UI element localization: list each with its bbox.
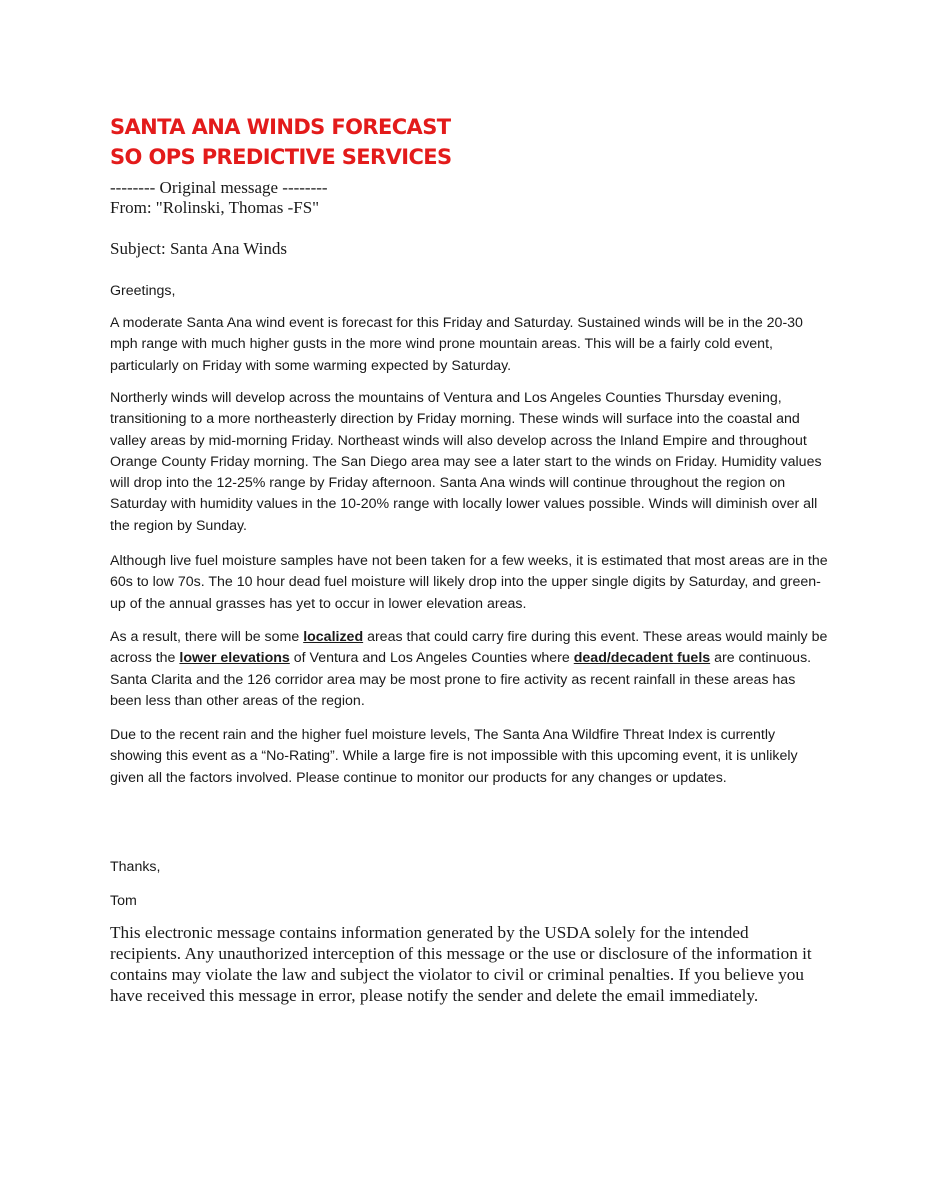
legal-disclaimer: This electronic message contains information generated by the USDA solely for the intended recipients. Any unauthorized interception of this message or the use or disclosure of the information it contains may violate the law and subject the violator to civil or criminal penalties. If you believe you have received this message in error, please notify the sender and delete the email immediately.	[110, 923, 812, 1005]
paragraph-fire-risk-areas	[110, 627, 830, 712]
paragraph-fuel-moisture: Although live fuel moisture samples have not been taken for a few weeks, it is estimated that most areas are in the 60s to low 70s. The 10 hour dead fuel moisture will likely drop into the upper single digits by Saturday, and green-up of the annual grasses has yet to occur in lower elevation areas.	[110, 553, 828, 612]
email-from: From: "Rolinski, Thomas -FS"	[110, 198, 320, 217]
p4-text-2: areas that could carry fire during this event. These areas would mainly be across the	[110, 629, 828, 667]
signature: Tom	[110, 893, 137, 909]
paragraph-threat-index: Due to the recent rain and the higher fuel moisture levels, The Santa Ana Wildfire Threat Index is currently showing this event as a “No-Rating”. While a large fire is not impossible with this upcoming event, it is unlikely given all the factors involved. Please continue to monitor our products for any changes or updates.	[110, 727, 798, 786]
keyword-dead-decadent-fuels: dead/decadent fuels	[573, 650, 711, 667]
p4-text-1: As a result, there will be some	[110, 629, 304, 645]
keyword-lower-elevations: lower elevations	[179, 650, 290, 667]
p4-text-3: of Ventura and Los Angeles Counties where	[289, 650, 574, 667]
document-subtitle: SO OPS PREDICTIVE SERVICES	[110, 145, 452, 169]
keyword-localized: localized	[303, 629, 364, 645]
paragraph-wind-timing: Northerly winds will develop across the mountains of Ventura and Los Angeles Counties Thursday evening, transitioning to a more northeasterly direction by Friday morning. These winds will surface into the coastal and valley areas by mid-morning Friday. Northeast winds will also develop across the Inland Empire and throughout Orange County Friday morning. The San Diego area may see a later start to the winds on Friday. Humidity values will drop into the 12-25% range by Friday afternoon. Santa Ana winds will continue throughout the region on Saturday with humidity values in the 10-20% range with locally lower values possible. Winds will diminish over all the region by Sunday.	[110, 390, 822, 534]
original-message-divider: -------- Original message --------	[110, 178, 328, 197]
document-title: SANTA ANA WINDS FORECAST	[110, 115, 451, 139]
greeting: Greetings,	[110, 283, 176, 299]
email-subject: Subject: Santa Ana Winds	[110, 239, 288, 258]
closing: Thanks,	[110, 859, 161, 875]
p4-text-4: are continuous. Santa Clarita and the 126 corridor area may be most prone to fire activity as recent rainfall in these areas has been less than other areas of the region.	[110, 650, 812, 709]
paragraph-forecast-summary: A moderate Santa Ana wind event is forecast for this Friday and Saturday. Sustained winds will be in the 20-30 mph range with much higher gusts in the more wind prone mountain areas. This will be a fairly cold event, particularly on Friday with some warming expected by Saturday.	[110, 315, 803, 374]
